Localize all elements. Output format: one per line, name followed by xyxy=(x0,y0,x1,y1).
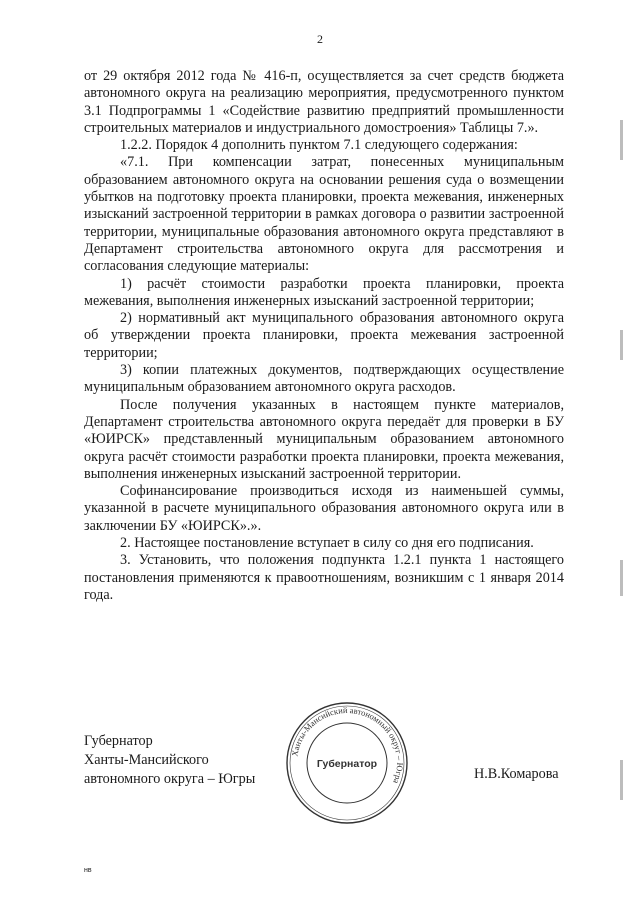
signatory-position-line: автономного округа – Югры xyxy=(84,771,256,787)
document-body xyxy=(84,68,564,604)
paragraph: Софинансирование производиться исходя из наименьшей суммы, указанной в расчете муниципального образования автономного округа или в заключении БУ «ЮИРСК».». xyxy=(84,483,564,534)
official-seal xyxy=(284,700,410,826)
signatory-position xyxy=(84,732,255,789)
paragraph: 2) нормативный акт муниципального образования автономного округа об утверждении проекта планировки, проекта межевания застроенной территории; xyxy=(84,310,564,361)
signatory-position-line: Губернатор xyxy=(84,733,153,749)
signatory-name: Н.В.Комарова xyxy=(474,766,559,782)
seal-center-text: Губернатор xyxy=(316,758,378,770)
paragraph: от 29 октября 2012 года № 416-п, осуществляется за счет средств бюджета автономного округа на реализацию мероприятия, предусмотренного пунктом 3.1 Подпрограммы 1 «Содействие развитию предприятий промышленности строительных материалов и индустриального домостроения» Таблицы 7.». xyxy=(84,68,564,136)
margin-mark xyxy=(620,330,623,360)
seal-ring-text: Ханты-Мансийский автономный округ – Югра xyxy=(289,704,406,786)
paragraph: 3. Установить, что положения подпункта 1.2.1 пункта 1 настоящего постановления применяются к правоотношениям, возникшим с 1 января 2014 года. xyxy=(84,552,564,603)
page-number: 2 xyxy=(317,32,323,46)
margin-mark xyxy=(620,560,623,596)
paragraph: 1.2.2. Порядок 4 дополнить пунктом 7.1 следующего содержания: xyxy=(120,137,518,154)
paragraph: 2. Настоящее постановление вступает в силу со дня его подписания. xyxy=(120,535,534,552)
margin-mark xyxy=(620,760,623,800)
margin-mark xyxy=(620,120,623,160)
footer-code: нв xyxy=(84,867,92,874)
paragraph: После получения указанных в настоящем пункте материалов, Департамент строительства автономного округа передаёт для проверки в БУ «ЮИРСК» представленный муниципальным образованием автономного округа расчёт стоимости разработки проекта планировки, проекта межевания, выполнения инженерных изысканий застроенной территории. xyxy=(84,396,564,482)
signatory-position-line: Ханты-Мансийского xyxy=(84,752,209,768)
paragraph: 3) копии платежных документов, подтверждающих осуществление муниципальным образованием автономного округа расходов. xyxy=(84,362,564,396)
paragraph: «7.1. При компенсации затрат, понесенных муниципальным образованием автономного округа на основании решения суда о возмещении убытков на подготовку проекта планировки, проекта межевания, инженерных изысканий застроенной территории в рамках договора о развитии застроенной территории, муниципальные образования автономного округа представляют в Департамент строительства автономного округа для рассмотрения и согласования следующие материалы: xyxy=(84,154,564,275)
paragraph: 1) расчёт стоимости разработки проекта планировки, проекта межевания, выполнения инженерных изысканий застроенной территории; xyxy=(84,275,564,309)
